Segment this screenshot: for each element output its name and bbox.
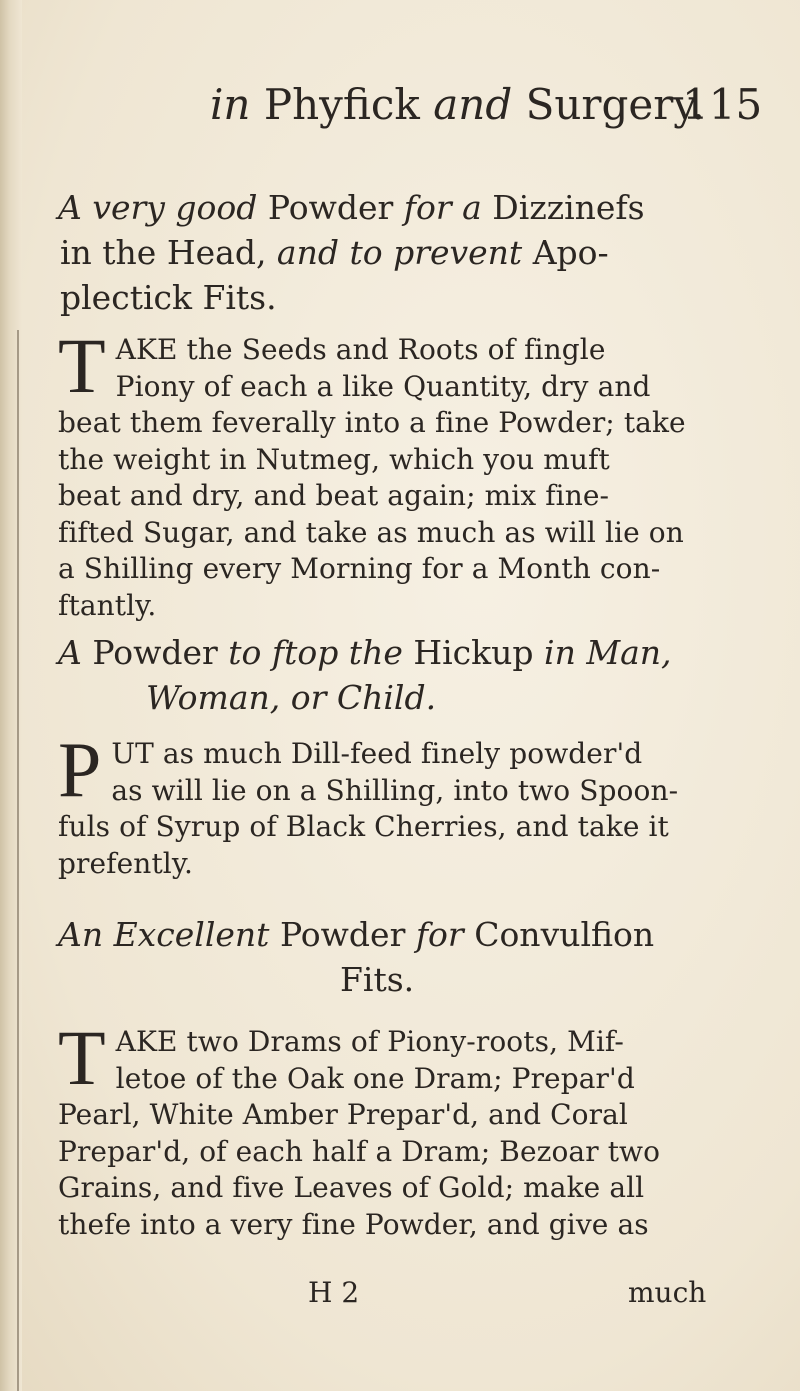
heading-segment: Powder — [257, 188, 404, 227]
heading-segment: to ftop the — [228, 633, 403, 672]
section-heading — [58, 185, 778, 320]
heading-line — [58, 675, 778, 720]
heading-segment: Hickup — [402, 633, 545, 672]
body-line: ftantly. — [58, 588, 157, 622]
section-3 — [58, 912, 778, 1243]
heading-segment: plectick Fits. — [60, 278, 277, 317]
heading-line — [58, 185, 778, 230]
running-head — [210, 80, 763, 129]
heading-segment: Powder — [81, 633, 229, 672]
heading-segment: Fits. — [340, 960, 415, 999]
body-line: prefently. — [58, 846, 194, 880]
section-heading — [58, 912, 778, 1002]
heading-line — [58, 912, 778, 957]
section-1 — [58, 185, 778, 624]
heading-segment: An Excellent — [58, 915, 270, 954]
heading-segment: Apo- — [522, 233, 609, 272]
body-line: UT as much Dill-feed finely powder'd — [111, 737, 643, 770]
heading-segment: A very good — [58, 188, 258, 227]
body-line: the weight in Nutmeg, which you muft — [58, 442, 610, 476]
heading-segment: Powder — [269, 915, 416, 954]
page-number: 115 — [682, 80, 763, 129]
body-line: Pearl, White Amber Prepar'd, and Coral — [58, 1098, 628, 1131]
body-line: Piony of each a like Quantity, dry and — [115, 369, 651, 403]
running-head-prefix: in — [210, 80, 251, 129]
body-line: Prepar'd, of each half a Dram; Bezoar two — [58, 1134, 661, 1168]
running-head-word1: Phyfick — [263, 80, 420, 129]
section-body — [58, 726, 778, 882]
body-line: beat them feverally into a fine Powder; take — [58, 406, 686, 439]
drop-cap: T — [58, 1014, 106, 1101]
heading-segment: Woman, or Child. — [146, 678, 437, 717]
heading-segment: A — [58, 633, 82, 672]
heading-segment: Convulfion — [463, 915, 655, 954]
body-line: as will lie on a Shilling, into two Spoon- — [111, 773, 679, 807]
catchword: much — [628, 1276, 707, 1309]
section-body — [58, 1014, 778, 1243]
body-line: AKE two Drams of Piony-roots, Mif- — [115, 1025, 624, 1058]
heading-line — [58, 957, 778, 1002]
body-line: AKE the Seeds and Roots of fingle — [115, 333, 606, 366]
running-head-word2: Surgery. — [525, 80, 705, 129]
drop-cap: T — [58, 322, 106, 409]
heading-segment: and to prevent — [276, 233, 523, 272]
section-heading — [58, 630, 778, 720]
heading-line — [58, 230, 778, 275]
body-line: letoe of the Oak one Dram; Prepar'd — [115, 1061, 635, 1095]
gutter-shadow-line — [17, 330, 19, 1391]
running-head-conj: and — [433, 80, 513, 129]
heading-segment: for — [415, 915, 464, 954]
body-line: fifted Sugar, and take as much as will lie on — [58, 515, 684, 549]
drop-cap: P — [58, 726, 102, 813]
heading-segment: for a — [403, 188, 482, 227]
heading-segment: in the Head, — [60, 233, 277, 272]
heading-segment: in Man, — [544, 633, 672, 672]
heading-segment: Dizzinefs — [481, 188, 645, 227]
body-line: thefe into a very fine Powder, and give as — [58, 1207, 649, 1241]
body-line: a Shilling every Morning for a Month con- — [58, 552, 661, 585]
body-line: Grains, and five Leaves of Gold; make all — [58, 1171, 645, 1204]
section-body — [58, 322, 778, 624]
signature-mark: H 2 — [308, 1276, 360, 1309]
heading-line — [58, 630, 778, 675]
body-line: beat and dry, and beat again; mix fine- — [58, 479, 610, 512]
heading-line — [58, 275, 778, 320]
section-2 — [58, 630, 778, 882]
body-line: fuls of Syrup of Black Cherries, and take it — [58, 810, 669, 843]
